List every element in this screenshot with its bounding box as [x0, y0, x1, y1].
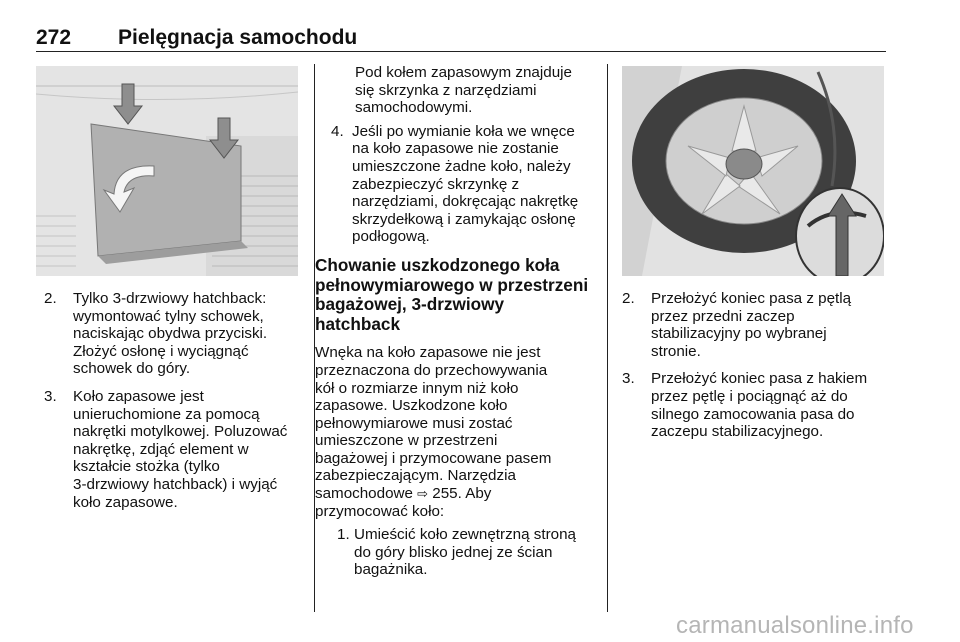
list-item-number: 2. [622, 290, 635, 307]
list-item [315, 526, 595, 579]
column-2 [315, 64, 595, 589]
trunk-storage-drawing [36, 66, 298, 276]
column-divider-2 [607, 64, 608, 612]
list-item [44, 290, 306, 378]
list-item-number: 1. [337, 526, 350, 544]
page-number: 272 [36, 26, 72, 49]
watermark: carmanualsonline.info [676, 612, 914, 639]
list-item-text: Przełożyć koniec pasa z hakiem przez pętlę i pociągnąć aż do silnego zamocowania pasa do zaczepu stabilizacyjnego. [651, 370, 868, 441]
list-item [622, 370, 890, 440]
steps-list-column-1 [44, 290, 306, 511]
section-paragraph [315, 344, 595, 520]
continued-step-text: Pod kołem zapasowym znajduje się skrzynka z narzędziami samochodowymi. [355, 64, 572, 117]
spare-wheel-strap-illustration [622, 66, 884, 276]
list-item-number: 3. [44, 387, 57, 405]
column-1 [44, 290, 306, 521]
list-item-number: 4. [331, 122, 344, 140]
list-item-text: Koło zapasowe jest unieruchomione za pomocą nakrętki motylkowej. Poluzować nakrętkę, zdjąć element w kształcie stożka (tylko 3-drzwiowy hatchback) i wyjąć koło zapasowe. [73, 387, 288, 511]
list-item [315, 123, 595, 246]
list-item-text: Tylko 3-drzwiowy hatchback: wymontować tylny schowek, naciskając obydwa przyciski. Złożyć osłonę i wyciągnąć schowek do góry. [73, 290, 268, 378]
list-item-text: Jeśli po wymianie koła we wnęce na koło zapasowe nie zostanie umieszczone żadne koło, należy zabezpieczyć skrzynkę z narzędziami, dokręcając nakrętkę skrzydełkową i zamykając osłonę podłogową. [352, 122, 579, 246]
column-3 [622, 290, 890, 451]
arrow-right-icon[interactable]: ⇨ [417, 486, 429, 502]
section-heading: Chowanie uszkodzonego koła pełnowymiarowego w przestrzeni bagażowej, 3-drzwiowy hatchback [315, 254, 589, 334]
page-title: Pielęgnacja samochodu [118, 26, 358, 49]
steps-list-column-3 [622, 290, 890, 441]
paragraph-text-part-1: Wnęka na koło zapasowe nie jest przeznaczona do przechowywania kół o rozmiarze innym niż koło zapasowe. Uszkodzone koło pełnowymiarowe musi zostać umieszczone w przestrzeni bagażowej i przymocowane pasem zabezpieczającym. Narzędzia samochodowe [315, 344, 552, 503]
trunk-storage-illustration [36, 66, 298, 276]
sub-steps-list [315, 526, 595, 579]
list-item [622, 290, 890, 360]
list-item-number: 2. [44, 290, 57, 307]
spare-wheel-drawing [622, 66, 884, 276]
list-item [44, 388, 306, 511]
header-divider [36, 51, 886, 52]
list-item-text: Umieścić koło zewnętrzną stroną do góry blisko jednej ze ścian bagażnika. [354, 526, 576, 579]
list-item-number: 3. [622, 370, 635, 388]
steps-list-column-2 [315, 123, 595, 246]
list-item-text: Przełożyć koniec pasa z pętlą przez przedni zaczep stabilizacyjny po wybranej stronie. [651, 290, 852, 360]
page-header [36, 26, 886, 52]
paragraph-text-part-2: 255. Aby przymocować koło: [315, 485, 492, 520]
